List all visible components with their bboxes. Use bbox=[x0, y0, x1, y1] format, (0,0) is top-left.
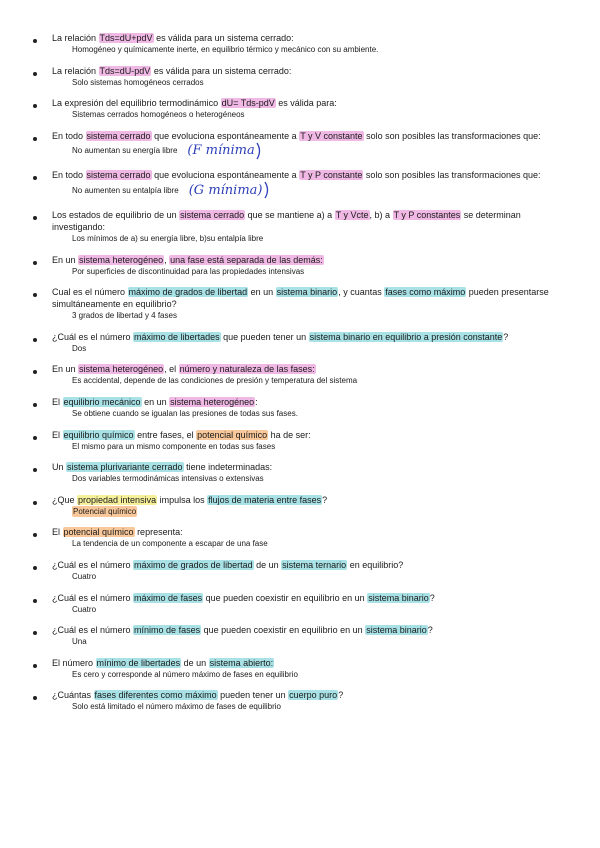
answer-value: Sistemas cerrados homogéneos o heterogéneos bbox=[72, 110, 245, 120]
question-fragment: que evoluciona espontáneamente a bbox=[151, 130, 300, 141]
list-item bbox=[30, 526, 560, 549]
highlighted-term: una fase está separada de las demás: bbox=[170, 254, 323, 265]
bullet-icon bbox=[33, 403, 37, 407]
list-item bbox=[30, 592, 560, 615]
highlighted-term: propiedad intensiva bbox=[78, 494, 157, 505]
answer-text bbox=[52, 142, 560, 160]
highlighted-term: sistema heterogéneo bbox=[79, 364, 164, 375]
list-item bbox=[30, 429, 560, 452]
question-fragment: La relación bbox=[52, 65, 99, 76]
handwritten-note-text: (G mínima) bbox=[188, 182, 263, 198]
bullet-icon bbox=[33, 370, 37, 374]
highlighted-term: sistema binario en equilibrio a presión constante bbox=[309, 331, 503, 342]
question-text bbox=[52, 624, 560, 636]
answer-text bbox=[52, 604, 560, 615]
highlighted-term: máximo de libertades bbox=[134, 331, 220, 342]
bullet-icon bbox=[33, 176, 37, 180]
bullet-icon bbox=[33, 566, 37, 570]
list-item bbox=[30, 32, 560, 55]
question-text bbox=[52, 559, 560, 571]
question-fragment: ? bbox=[503, 331, 509, 342]
question-fragment: pueden presentarse simultáneamente en equilibrio? bbox=[52, 287, 549, 310]
question-fragment: Un bbox=[52, 462, 67, 473]
question-fragment: que evoluciona espontáneamente a bbox=[151, 170, 300, 181]
answer-value: Cuatro bbox=[72, 571, 97, 581]
bullet-icon bbox=[33, 533, 37, 537]
highlighted-term: sistema binario bbox=[366, 625, 427, 636]
highlighted-term: sistema abierto: bbox=[209, 657, 274, 668]
answer-text bbox=[52, 233, 560, 244]
highlighted-term: mínimo de fases bbox=[134, 625, 201, 636]
list-item bbox=[30, 169, 560, 199]
question-fragment: ¿Cuál es el número bbox=[52, 559, 134, 570]
answer-text bbox=[52, 571, 560, 582]
question-fragment: en un bbox=[248, 287, 276, 298]
list-item bbox=[30, 209, 560, 244]
answer-value: Una bbox=[72, 637, 87, 647]
answer-value: Solo está limitado el número máximo de fases de equilibrio bbox=[72, 702, 281, 712]
question-text bbox=[52, 494, 560, 506]
question-fragment: que pueden coexistir en equilibrio en un bbox=[201, 625, 366, 636]
question-text bbox=[52, 169, 560, 181]
question-fragment: ? bbox=[338, 690, 344, 701]
answer-value: Por superficies de discontinuidad para las propiedades intensivas bbox=[72, 266, 305, 276]
list-item bbox=[30, 461, 560, 484]
highlighted-term: flujos de materia entre fases bbox=[208, 494, 322, 505]
question-fragment: En un bbox=[52, 364, 79, 375]
question-fragment: de un bbox=[253, 559, 282, 570]
highlighted-term: T y P constantes bbox=[393, 209, 461, 220]
bullet-icon bbox=[33, 664, 37, 668]
question-fragment: en equilibrio? bbox=[347, 559, 404, 570]
highlighted-term: sistema ternario bbox=[282, 559, 347, 570]
bullet-icon bbox=[33, 501, 37, 505]
list-item bbox=[30, 494, 560, 517]
highlighted-term: sistema plurivariante cerrado bbox=[67, 462, 183, 473]
highlighted-term: T y V constante bbox=[300, 130, 363, 141]
question-text bbox=[52, 254, 560, 266]
question-fragment: , b) a bbox=[369, 209, 393, 220]
list-item bbox=[30, 363, 560, 386]
list-item bbox=[30, 254, 560, 277]
answer-text bbox=[52, 310, 560, 321]
answer-value: Dos bbox=[72, 343, 87, 353]
highlighted-term: potencial químico bbox=[63, 527, 134, 538]
question-fragment: impulsa los bbox=[157, 494, 208, 505]
question-text bbox=[52, 286, 560, 310]
question-fragment: La expresión del equilibrio termodinámico bbox=[52, 98, 221, 109]
bullet-icon bbox=[33, 599, 37, 603]
bullet-icon bbox=[33, 468, 37, 472]
question-fragment: ? bbox=[322, 494, 328, 505]
question-text bbox=[52, 526, 560, 538]
highlighted-term: T y Vcte bbox=[335, 209, 369, 220]
list-item bbox=[30, 65, 560, 88]
answer-text bbox=[52, 473, 560, 484]
bullet-icon bbox=[33, 72, 37, 76]
highlighted-term: sistema heterogéneo bbox=[79, 254, 164, 265]
question-fragment: En todo bbox=[52, 130, 86, 141]
question-fragment: solo son posibles las transformaciones que: bbox=[363, 130, 541, 141]
bullet-icon bbox=[33, 261, 37, 265]
list-item bbox=[30, 624, 560, 647]
handwritten-bracket-icon bbox=[263, 181, 271, 199]
question-fragment: tiene indeterminadas: bbox=[183, 462, 273, 473]
question-fragment: El número bbox=[52, 657, 96, 668]
question-fragment: Cual es el número bbox=[52, 287, 128, 298]
highlighted-term: máximo de fases bbox=[134, 592, 203, 603]
answer-text bbox=[52, 701, 560, 712]
answer-value: El mismo para un mismo componente en todas sus fases bbox=[72, 441, 276, 451]
answer-value: 3 grados de libertad y 4 fases bbox=[72, 311, 177, 321]
question-fragment: Los estados de equilibrio de un bbox=[52, 209, 180, 220]
answer-value: Es accidental, depende de las condiciones de presión y temperatura del sistema bbox=[72, 376, 358, 386]
question-fragment: es válida para un sistema cerrado: bbox=[153, 33, 294, 43]
highlighted-term: Tds=dU+pdV bbox=[99, 33, 153, 43]
handwritten-note-text: (F mínima bbox=[187, 143, 255, 159]
question-text bbox=[52, 363, 560, 375]
bullet-icon bbox=[33, 436, 37, 440]
question-fragment: entre fases, el bbox=[134, 429, 197, 440]
question-text bbox=[52, 429, 560, 441]
bullet-icon bbox=[33, 216, 37, 220]
handwritten-bracket-icon bbox=[255, 142, 263, 160]
question-fragment: ¿Cuál es el número bbox=[52, 625, 134, 636]
highlighted-term: sistema binario bbox=[368, 592, 429, 603]
list-item bbox=[30, 396, 560, 419]
question-fragment: La relación bbox=[52, 33, 99, 43]
question-fragment: El bbox=[52, 429, 63, 440]
question-fragment: ¿Cuál es el número bbox=[52, 592, 134, 603]
highlighted-term: Tds=dU-pdV bbox=[99, 65, 151, 76]
question-fragment: ¿Que bbox=[52, 494, 78, 505]
answer-text bbox=[52, 109, 560, 120]
handwritten-note bbox=[189, 181, 271, 199]
bullet-icon bbox=[33, 104, 37, 108]
question-text bbox=[52, 97, 560, 109]
question-fragment: ? bbox=[427, 625, 433, 636]
question-fragment: solo son posibles las transformaciones que: bbox=[363, 170, 541, 181]
question-fragment: ¿Cuál es el número bbox=[52, 331, 134, 342]
answer-text bbox=[52, 408, 560, 419]
question-fragment: ha de ser: bbox=[268, 429, 311, 440]
answer-text bbox=[52, 375, 560, 386]
question-fragment: , el bbox=[164, 364, 179, 375]
question-text bbox=[52, 657, 560, 669]
answer-value: No aumenten su entalpía libre bbox=[72, 185, 179, 195]
list-item bbox=[30, 97, 560, 120]
highlighted-term: sistema binario bbox=[276, 287, 338, 298]
question-fragment: pueden tener un bbox=[217, 690, 289, 701]
highlighted-term: equilibrio químico bbox=[63, 429, 134, 440]
question-text bbox=[52, 592, 560, 604]
answer-text bbox=[52, 181, 560, 199]
bullet-icon bbox=[33, 39, 37, 43]
highlighted-term: fases diferentes como máximo bbox=[94, 690, 217, 701]
question-fragment: En todo bbox=[52, 170, 86, 181]
highlighted-term: máximo de grados de libertad bbox=[134, 559, 253, 570]
answer-value: Homogéneo y químicamente inerte, en equilibrio térmico y mecánico con su ambiente. bbox=[72, 45, 379, 54]
answer-text bbox=[52, 441, 560, 452]
highlighted-term: sistema cerrado bbox=[86, 170, 151, 181]
answer-value: La tendencia de un componente a escapar de una fase bbox=[72, 539, 268, 549]
highlighted-term: cuerpo puro bbox=[289, 690, 338, 701]
answer-text bbox=[52, 506, 560, 517]
question-fragment: de un bbox=[181, 657, 209, 668]
question-fragment: , bbox=[164, 254, 170, 265]
question-text bbox=[52, 689, 560, 701]
answer-text bbox=[52, 636, 560, 647]
answer-text bbox=[52, 266, 560, 277]
highlighted-term: número y naturaleza de las fases: bbox=[179, 364, 315, 375]
question-fragment: es válida para un sistema cerrado: bbox=[151, 65, 292, 76]
answer-value: No aumentan su energía libre bbox=[72, 146, 178, 156]
answer-text bbox=[52, 538, 560, 549]
question-text bbox=[52, 396, 560, 408]
bullet-icon bbox=[33, 631, 37, 635]
highlighted-term: sistema cerrado bbox=[86, 130, 151, 141]
question-fragment: que pueden coexistir en equilibrio en un bbox=[203, 592, 368, 603]
question-fragment: : bbox=[255, 396, 258, 407]
answer-value: Los mínimos de a) su energía libre, b)su entalpía libre bbox=[72, 233, 264, 243]
answer-value: Se obtiene cuando se igualan las presiones de todas sus fases. bbox=[72, 408, 298, 418]
list-item bbox=[30, 286, 560, 321]
list-item bbox=[30, 130, 560, 160]
answer-text bbox=[52, 77, 560, 88]
answer-value: Es cero y corresponde al número máximo de fases en equilibrio bbox=[72, 669, 298, 679]
highlighted-term: equilibrio mecánico bbox=[63, 396, 141, 407]
question-fragment: El bbox=[52, 527, 63, 538]
question-text bbox=[52, 331, 560, 343]
question-text bbox=[52, 209, 560, 233]
answer-value: Cuatro bbox=[72, 604, 97, 614]
question-fragment: se determinan investigando: bbox=[52, 209, 521, 232]
question-fragment: que se mantiene a) a bbox=[245, 209, 335, 220]
question-fragment: , y cuantas bbox=[338, 287, 385, 298]
highlighted-term: mínimo de libertades bbox=[96, 657, 181, 668]
bullet-icon bbox=[33, 696, 37, 700]
question-text bbox=[52, 32, 560, 44]
highlighted-term: sistema heterogéneo bbox=[170, 396, 255, 407]
question-fragment: que pueden tener un bbox=[220, 331, 309, 342]
question-fragment: El bbox=[52, 396, 63, 407]
question-fragment: es válida para: bbox=[275, 98, 337, 109]
answer-value: Dos variables termodinámicas intensivas o extensivas bbox=[72, 474, 264, 484]
highlighted-term: sistema cerrado bbox=[180, 209, 245, 220]
list-item bbox=[30, 657, 560, 680]
bullet-icon bbox=[33, 293, 37, 297]
question-fragment: En un bbox=[52, 254, 79, 265]
highlighted-term: máximo de grados de libertad bbox=[128, 287, 248, 298]
highlighted-term: fases como máximo bbox=[385, 287, 466, 298]
list-item bbox=[30, 689, 560, 712]
bullet-icon bbox=[33, 137, 37, 141]
handwritten-note bbox=[187, 142, 262, 160]
bullet-icon bbox=[33, 338, 37, 342]
answer-text bbox=[52, 669, 560, 680]
highlighted-term: potencial químico bbox=[197, 429, 268, 440]
answer-text bbox=[52, 343, 560, 354]
answer-text bbox=[52, 44, 560, 55]
list-item bbox=[30, 559, 560, 582]
question-text bbox=[52, 65, 560, 77]
answer-value: Potencial químico bbox=[73, 506, 137, 516]
answer-value: Solo sistemas homogéneos cerrados bbox=[72, 77, 204, 87]
highlighted-term: dU= Tds-pdV bbox=[221, 98, 275, 109]
question-text bbox=[52, 130, 560, 142]
list-item bbox=[30, 331, 560, 354]
question-fragment: ¿Cuántas bbox=[52, 690, 94, 701]
highlighted-term: T y P constante bbox=[300, 170, 363, 181]
question-fragment: en un bbox=[141, 396, 170, 407]
question-fragment: representa: bbox=[134, 527, 183, 538]
question-text bbox=[52, 461, 560, 473]
question-fragment: ? bbox=[429, 592, 435, 603]
